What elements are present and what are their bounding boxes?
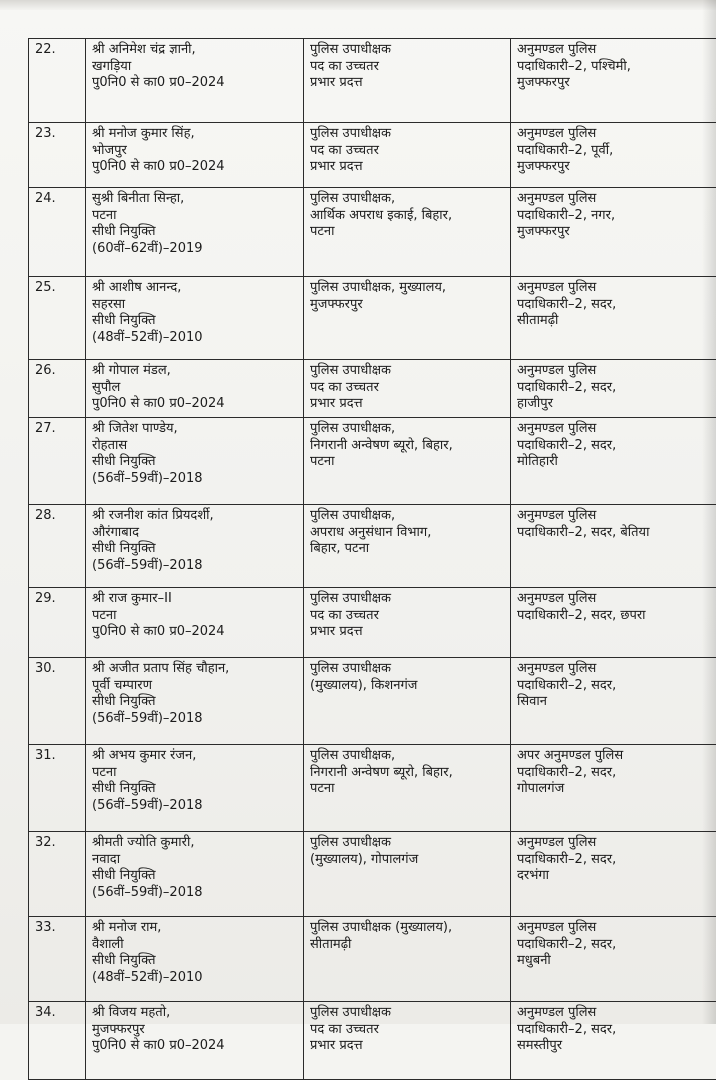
present-posting-line: प्रभार प्रदत्त	[310, 1038, 506, 1055]
present-posting-line: पुलिस उपाधीक्षक	[310, 42, 506, 59]
officer-detail-line: श्री अभय कुमार रंजन,	[92, 748, 299, 765]
officer-detail-line: औरंगाबाद	[92, 525, 299, 542]
present-posting-cell	[304, 360, 511, 418]
officer-detail-line: सीधी नियुक्ति	[92, 313, 299, 330]
new-posting-line: पदाधिकारी–2, सदर,	[517, 1022, 716, 1039]
new-posting-cell	[511, 123, 716, 188]
serial-number-cell: 26.	[29, 360, 86, 418]
officer-detail-line: पूर्वी चम्पारण	[92, 678, 299, 695]
officer-name-cell	[86, 917, 304, 1002]
officer-detail-line: सीधी नियुक्ति	[92, 224, 299, 241]
new-posting-cell	[511, 1002, 716, 1080]
officer-name-cell	[86, 832, 304, 917]
present-posting-line: अपराध अनुसंधान विभाग,	[310, 525, 506, 542]
present-posting-line: निगरानी अन्वेषण ब्यूरो, बिहार,	[310, 438, 506, 455]
page-edge-shadow	[0, 0, 716, 10]
present-posting-line: पुलिस उपाधीक्षक	[310, 835, 506, 852]
new-posting-line: अनुमण्डल पुलिस	[517, 508, 716, 525]
new-posting-line: पदाधिकारी–2, सदर, छपरा	[517, 608, 716, 625]
new-posting-line: अनुमण्डल पुलिस	[517, 421, 716, 438]
new-posting-line: अनुमण्डल पुलिस	[517, 191, 716, 208]
new-posting-line: सीतामढ़ी	[517, 313, 716, 330]
table-row	[29, 917, 716, 1002]
officer-detail-line: (56वीं–59वीं)–2018	[92, 558, 299, 575]
present-posting-cell	[304, 188, 511, 277]
serial-number-cell: 24.	[29, 188, 86, 277]
present-posting-line: प्रभार प्रदत्त	[310, 624, 506, 641]
present-posting-line: मुजफ्फरपुर	[310, 297, 506, 314]
new-posting-line: हाजीपुर	[517, 396, 716, 413]
transfer-posting-table	[28, 38, 716, 1080]
serial-number-cell: 30.	[29, 658, 86, 745]
officer-detail-line: (56वीं–59वीं)–2018	[92, 471, 299, 488]
new-posting-line: अनुमण्डल पुलिस	[517, 591, 716, 608]
table-row	[29, 188, 716, 277]
serial-number-cell: 31.	[29, 745, 86, 832]
officer-name-cell	[86, 418, 304, 505]
officer-detail-line: (56वीं–59वीं)–2018	[92, 885, 299, 902]
officer-detail-line: सीधी नियुक्ति	[92, 541, 299, 558]
present-posting-line: पटना	[310, 224, 506, 241]
present-posting-line: पुलिस उपाधीक्षक,	[310, 191, 506, 208]
present-posting-cell	[304, 277, 511, 360]
new-posting-line: अनुमण्डल पुलिस	[517, 661, 716, 678]
officer-detail-line: मुजफ्फरपुर	[92, 1022, 299, 1039]
officer-detail-line: श्री आशीष आनन्द,	[92, 280, 299, 297]
officer-detail-line: वैशाली	[92, 937, 299, 954]
officer-detail-line: भोजपुर	[92, 143, 299, 160]
present-posting-cell	[304, 588, 511, 658]
officer-detail-line: (60वीं–62वीं)–2019	[92, 241, 299, 258]
new-posting-cell	[511, 745, 716, 832]
present-posting-cell	[304, 832, 511, 917]
present-posting-line: पुलिस उपाधीक्षक (मुख्यालय),	[310, 920, 506, 937]
officer-detail-line: श्रीमती ज्योति कुमारी,	[92, 835, 299, 852]
new-posting-line: पदाधिकारी–2, नगर,	[517, 208, 716, 225]
serial-number-cell: 27.	[29, 418, 86, 505]
officer-detail-line: (48वीं–52वीं)–2010	[92, 330, 299, 347]
new-posting-line: अनुमण्डल पुलिस	[517, 920, 716, 937]
officer-name-cell	[86, 658, 304, 745]
new-posting-cell	[511, 188, 716, 277]
officer-detail-line: पटना	[92, 765, 299, 782]
new-posting-line: अनुमण्डल पुलिस	[517, 363, 716, 380]
new-posting-line: अनुमण्डल पुलिस	[517, 835, 716, 852]
present-posting-line: पद का उच्चतर	[310, 143, 506, 160]
officer-detail-line: (56वीं–59वीं)–2018	[92, 711, 299, 728]
new-posting-line: अनुमण्डल पुलिस	[517, 280, 716, 297]
officer-detail-line: सीधी नियुक्ति	[92, 694, 299, 711]
officer-detail-line: पु0नि0 से का0 प्र0–2024	[92, 1038, 299, 1055]
new-posting-line: अनुमण्डल पुलिस	[517, 42, 716, 59]
new-posting-line: मुजफ्फरपुर	[517, 159, 716, 176]
serial-number-cell: 34.	[29, 1002, 86, 1080]
officer-name-cell	[86, 39, 304, 123]
new-posting-line: सिवान	[517, 694, 716, 711]
new-posting-line: अनुमण्डल पुलिस	[517, 126, 716, 143]
serial-number-cell: 22.	[29, 39, 86, 123]
present-posting-line: पुलिस उपाधीक्षक	[310, 363, 506, 380]
new-posting-line: मुजफ्फरपुर	[517, 75, 716, 92]
officer-detail-line: श्री अनिमेश चंद्र ज्ञानी,	[92, 42, 299, 59]
present-posting-line: आर्थिक अपराध इकाई, बिहार,	[310, 208, 506, 225]
officer-detail-line: पु0नि0 से का0 प्र0–2024	[92, 396, 299, 413]
officer-detail-line: सुश्री बिनीता सिन्हा,	[92, 191, 299, 208]
present-posting-cell	[304, 917, 511, 1002]
officer-detail-line: पटना	[92, 608, 299, 625]
officer-name-cell	[86, 1002, 304, 1080]
officer-name-cell	[86, 123, 304, 188]
new-posting-line: अपर अनुमण्डल पुलिस	[517, 748, 716, 765]
new-posting-line: दरभंगा	[517, 868, 716, 885]
present-posting-line: पुलिस उपाधीक्षक	[310, 1005, 506, 1022]
table-row	[29, 832, 716, 917]
present-posting-line: पद का उच्चतर	[310, 608, 506, 625]
new-posting-line: पदाधिकारी–2, सदर,	[517, 937, 716, 954]
new-posting-cell	[511, 505, 716, 588]
table-row	[29, 39, 716, 123]
officer-detail-line: श्री अजीत प्रताप सिंह चौहान,	[92, 661, 299, 678]
new-posting-line: पदाधिकारी–2, सदर,	[517, 438, 716, 455]
new-posting-line: गोपालगंज	[517, 781, 716, 798]
officer-name-cell	[86, 745, 304, 832]
new-posting-cell	[511, 832, 716, 917]
table-body	[29, 39, 716, 1080]
officer-detail-line: श्री विजय महतो,	[92, 1005, 299, 1022]
table-row	[29, 658, 716, 745]
new-posting-line: पदाधिकारी–2, पश्चिमी,	[517, 59, 716, 76]
officer-detail-line: पु0नि0 से का0 प्र0–2024	[92, 75, 299, 92]
present-posting-line: (मुख्यालय), किशनगंज	[310, 678, 506, 695]
new-posting-cell	[511, 39, 716, 123]
present-posting-line: (मुख्यालय), गोपालगंज	[310, 852, 506, 869]
serial-number-cell: 28.	[29, 505, 86, 588]
present-posting-cell	[304, 505, 511, 588]
present-posting-cell	[304, 418, 511, 505]
present-posting-line: पुलिस उपाधीक्षक	[310, 126, 506, 143]
officer-detail-line: सीधी नियुक्ति	[92, 868, 299, 885]
table-row	[29, 505, 716, 588]
present-posting-line: पुलिस उपाधीक्षक,	[310, 508, 506, 525]
officer-detail-line: पटना	[92, 208, 299, 225]
present-posting-cell	[304, 123, 511, 188]
officer-detail-line: (48वीं–52वीं)–2010	[92, 970, 299, 987]
officer-detail-line: श्री मनोज कुमार सिंह,	[92, 126, 299, 143]
new-posting-line: मुजफ्फरपुर	[517, 224, 716, 241]
serial-number-cell: 29.	[29, 588, 86, 658]
serial-number-cell: 33.	[29, 917, 86, 1002]
officer-name-cell	[86, 588, 304, 658]
officer-name-cell	[86, 277, 304, 360]
new-posting-line: पदाधिकारी–2, पूर्वी,	[517, 143, 716, 160]
present-posting-cell	[304, 1002, 511, 1080]
new-posting-line: पदाधिकारी–2, सदर,	[517, 678, 716, 695]
new-posting-cell	[511, 418, 716, 505]
officer-detail-line: श्री गोपाल मंडल,	[92, 363, 299, 380]
officer-detail-line: सीधी नियुक्ति	[92, 781, 299, 798]
present-posting-line: पुलिस उपाधीक्षक, मुख्यालय,	[310, 280, 506, 297]
table-row	[29, 418, 716, 505]
officer-detail-line: सीधी नियुक्ति	[92, 953, 299, 970]
new-posting-line: पदाधिकारी–2, सदर,	[517, 297, 716, 314]
officer-detail-line: सहरसा	[92, 297, 299, 314]
present-posting-line: पुलिस उपाधीक्षक	[310, 591, 506, 608]
new-posting-line: समस्तीपुर	[517, 1038, 716, 1055]
officer-detail-line: पु0नि0 से का0 प्र0–2024	[92, 624, 299, 641]
officer-detail-line: श्री जितेश पाण्डेय,	[92, 421, 299, 438]
officer-detail-line: सुपौल	[92, 380, 299, 397]
new-posting-line: पदाधिकारी–2, सदर,	[517, 852, 716, 869]
new-posting-cell	[511, 360, 716, 418]
table-row	[29, 745, 716, 832]
officer-detail-line: श्री मनोज राम,	[92, 920, 299, 937]
present-posting-line: पद का उच्चतर	[310, 1022, 506, 1039]
present-posting-line: पुलिस उपाधीक्षक	[310, 661, 506, 678]
officer-detail-line: रोहतास	[92, 438, 299, 455]
officer-detail-line: (56वीं–59वीं)–2018	[92, 798, 299, 815]
serial-number-cell: 32.	[29, 832, 86, 917]
serial-number-cell: 25.	[29, 277, 86, 360]
new-posting-line: पदाधिकारी–2, सदर, बेतिया	[517, 525, 716, 542]
new-posting-line: पदाधिकारी–2, सदर,	[517, 380, 716, 397]
present-posting-line: पुलिस उपाधीक्षक,	[310, 748, 506, 765]
table-row	[29, 277, 716, 360]
present-posting-cell	[304, 658, 511, 745]
officer-name-cell	[86, 188, 304, 277]
present-posting-line: प्रभार प्रदत्त	[310, 159, 506, 176]
present-posting-line: निगरानी अन्वेषण ब्यूरो, बिहार,	[310, 765, 506, 782]
officer-name-cell	[86, 360, 304, 418]
present-posting-cell	[304, 39, 511, 123]
table-row	[29, 1002, 716, 1080]
present-posting-line: पुलिस उपाधीक्षक,	[310, 421, 506, 438]
table-row	[29, 588, 716, 658]
new-posting-line: मोतिहारी	[517, 454, 716, 471]
new-posting-line: अनुमण्डल पुलिस	[517, 1005, 716, 1022]
new-posting-cell	[511, 277, 716, 360]
new-posting-cell	[511, 658, 716, 745]
new-posting-line: मधुबनी	[517, 953, 716, 970]
officer-detail-line: श्री रजनीश कांत प्रियदर्शी,	[92, 508, 299, 525]
present-posting-line: प्रभार प्रदत्त	[310, 75, 506, 92]
table-row	[29, 360, 716, 418]
table-row	[29, 123, 716, 188]
officer-detail-line: सीधी नियुक्ति	[92, 454, 299, 471]
serial-number-cell: 23.	[29, 123, 86, 188]
present-posting-line: पटना	[310, 781, 506, 798]
present-posting-line: सीतामढ़ी	[310, 937, 506, 954]
present-posting-line: पद का उच्चतर	[310, 380, 506, 397]
present-posting-cell	[304, 745, 511, 832]
officer-detail-line: खगड़िया	[92, 59, 299, 76]
present-posting-line: प्रभार प्रदत्त	[310, 396, 506, 413]
officer-name-cell	[86, 505, 304, 588]
officer-detail-line: नवादा	[92, 852, 299, 869]
new-posting-line: पदाधिकारी–2, सदर,	[517, 765, 716, 782]
present-posting-line: पद का उच्चतर	[310, 59, 506, 76]
officer-detail-line: पु0नि0 से का0 प्र0–2024	[92, 159, 299, 176]
officer-detail-line: श्री राज कुमार–II	[92, 591, 299, 608]
new-posting-cell	[511, 588, 716, 658]
present-posting-line: पटना	[310, 454, 506, 471]
present-posting-line: बिहार, पटना	[310, 541, 506, 558]
new-posting-cell	[511, 917, 716, 1002]
